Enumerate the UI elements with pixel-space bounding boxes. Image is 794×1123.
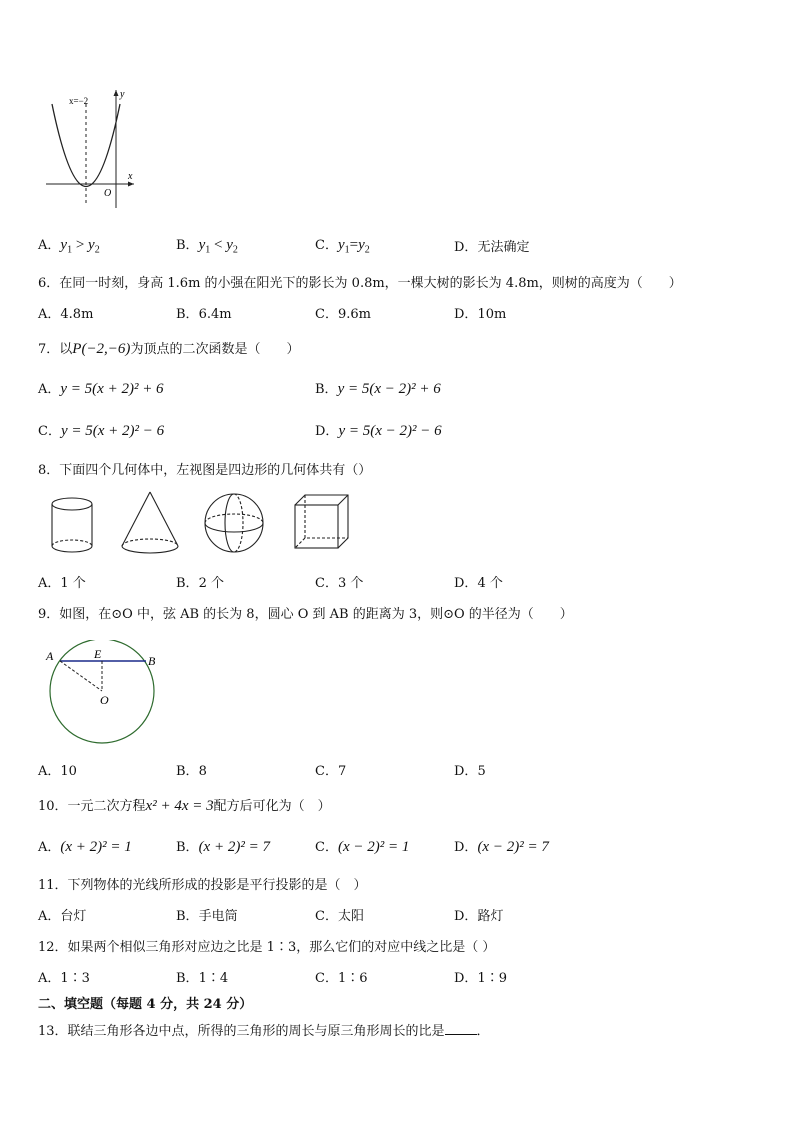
q6-option-c[interactable]: C．9.6m [315, 307, 371, 322]
q9-option-c[interactable]: C．7 [315, 764, 347, 779]
q10-option-c[interactable]: C．(x − 2)² = 1 [315, 839, 410, 855]
section-heading: 二、填空题（每题 4 分，共 24 分） [38, 997, 253, 1012]
origin-label: O [104, 188, 112, 199]
y-axis-label: y [120, 89, 125, 100]
q7-option-c[interactable]: C．y = 5(x + 2)² − 6 [38, 423, 165, 439]
q12-option-a[interactable]: A．1∶3 [38, 971, 90, 986]
q11-option-d[interactable]: D．路灯 [454, 909, 504, 924]
q8-option-d[interactable]: D．4 个 [454, 576, 503, 591]
q8-stem: 8．下面四个几何体中，左视图是四边形的几何体共有（） [38, 463, 372, 478]
q5-option-a[interactable]: A．$y_1 > y_2$ [38, 237, 100, 256]
q12-option-c[interactable]: C．1∶6 [315, 971, 368, 986]
q9-option-a[interactable]: A．10 [38, 764, 77, 779]
q6-option-a[interactable]: A．4.8m [38, 307, 94, 322]
q8-option-c[interactable]: C．3 个 [315, 576, 364, 591]
q13-stem: 13．联结三角形各边中点，所得的三角形的周长与原三角形周长的比是 ． [38, 1024, 490, 1039]
q9-option-d[interactable]: D．5 [454, 764, 486, 779]
q10-option-d[interactable]: D．(x − 2)² = 7 [454, 839, 549, 855]
parabola-figure [42, 86, 138, 214]
x-axis-label: x [128, 171, 133, 182]
point-a-label: A [46, 649, 54, 663]
q8-option-b[interactable]: B．2 个 [176, 576, 224, 591]
q5-option-b[interactable]: B．$y_1 < y_2$ [176, 237, 238, 256]
cone-shape [122, 492, 178, 553]
q10-option-a[interactable]: A．(x + 2)² = 1 [38, 839, 132, 855]
point-e-label: E [94, 647, 102, 661]
q12-stem: 12．如果两个相似三角形对应边之比是 1∶3，那么它们的对应中线之比是（ ） [38, 940, 496, 955]
q11-stem: 11．下列物体的光线所形成的投影是平行投影的是（ ） [38, 878, 367, 893]
q11-option-a[interactable]: A．台灯 [38, 909, 87, 924]
cube-shape [295, 495, 348, 548]
answer-blank[interactable] [445, 1022, 477, 1035]
q7-stem: 7．以P(−2,−6)为顶点的二次函数是（ ） [38, 341, 300, 357]
q11-option-b[interactable]: B．手电筒 [176, 909, 238, 924]
q11-option-c[interactable]: C．太阳 [315, 909, 364, 924]
q7-option-b[interactable]: B．y = 5(x − 2)² + 6 [315, 381, 441, 397]
q6-option-b[interactable]: B．6.4m [176, 307, 232, 322]
q10-option-b[interactable]: B．(x + 2)² = 7 [176, 839, 270, 855]
q12-option-b[interactable]: B．1∶4 [176, 971, 229, 986]
q9-stem: 9．如图，在⊙O 中，弦 AB 的长为 8，圆心 O 到 AB 的距离为 3，则⊙O 的半径为（ ） [38, 607, 573, 622]
q12-option-d[interactable]: D．1∶9 [454, 971, 507, 986]
axis-equation-label: x=−2 [69, 96, 89, 106]
q6-option-d[interactable]: D．10m [454, 307, 507, 322]
q10-stem: 10．一元二次方程x² + 4x = 3配方后可化为（ ） [38, 798, 331, 814]
circle-chord-figure [40, 640, 170, 750]
q5-option-d[interactable]: D．无法确定 [454, 240, 530, 255]
point-o-label: O [100, 693, 109, 707]
q7-option-a[interactable]: A．y = 5(x + 2)² + 6 [38, 381, 164, 397]
sphere-shape [205, 494, 263, 552]
q9-option-b[interactable]: B．8 [176, 764, 207, 779]
solids-figure [46, 490, 358, 558]
q5-option-c[interactable]: C．$y_1=y_2$ [315, 237, 370, 256]
q7-option-d[interactable]: D．y = 5(x − 2)² − 6 [315, 423, 442, 439]
q6-stem: 6．在同一时刻，身高 1.6m 的小强在阳光下的影长为 0.8m，一棵大树的影长为 4.8m，则树的高度为（ ） [38, 276, 682, 291]
q8-option-a[interactable]: A．1 个 [38, 576, 86, 591]
cylinder-shape [52, 498, 92, 552]
point-b-label: B [148, 654, 156, 668]
